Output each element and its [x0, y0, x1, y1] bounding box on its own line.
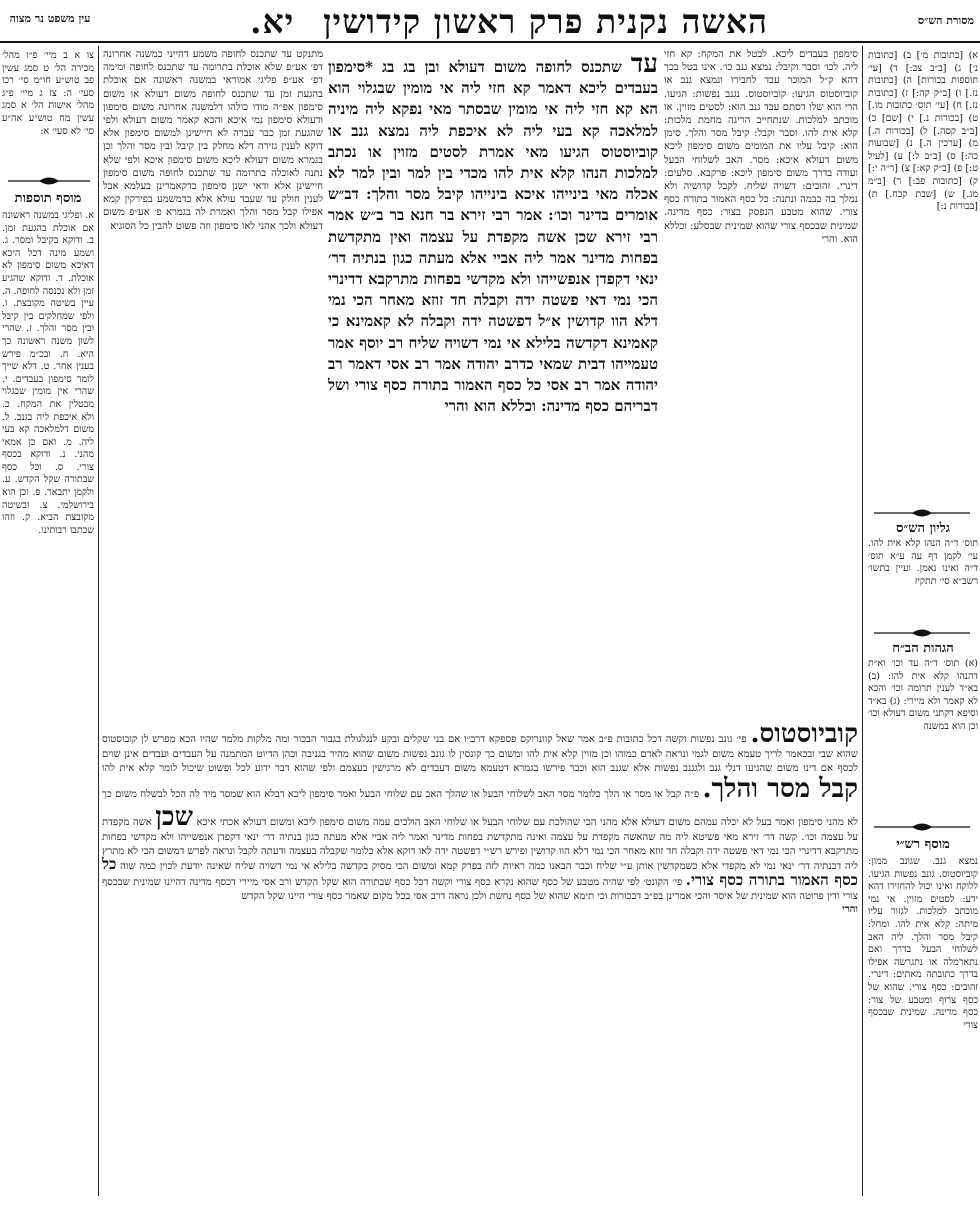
masoret-hashas-text: א) [כתובות מ׳] ב) [כתובות נ׳] ג) [ב״ב צב:] ד) [עי׳ תוספות בכורות] ה) [כתובות נז.] ו) [ב״ק קה:] ז) [כתובות נז.] ח) [עי׳ תוס׳ כתובות מו.] ט) [בכורות נ.] י) [שם] כ) [ב״ב קסה.] ל) [בכורות ה.] מ) [ערכין ה.] נ) [שבועות כה:] ס) [ב״ב ל:] ע) [לעיל ט:] פ) [ב״ק קא:] צ) [ר״ה י:] ק) [כתובות פב:] ר) [ב״מ מג.] ש) [שבת קכח.] ת) [בכורות נ:]: [868, 50, 978, 213]
tosafot-text: מתנקט עד שתכנס לחופה משמע דהייני כמשנה אחרונה דפ׳ אע״פ שלא אוכלת בתרומה עד שתכנס לחופה ומימה דפ׳ אע״פ פליגי אמוראי במשנה ראשונה אם אוכלת בהגעת זמן עד שתכנס לחופה משום דעולא או משום סימפון אפ״ה מודו כולהו דלמשנה אחרונה משום סימפון ודעולא סימפון נמי איכא והכא קאמר משום דעולא ולפי שהגעת זמן כבר עברה לא חיישינן למשום סימפון אלא דוקא לענין גזירה דלא מחלק בין קיבל ובין מסר והלך וכן בגמרא משום דעולא ליכא משום סימפון איכא ולפי שלא נתנה לאוכלה בתרומה עד שתכנס לחופה משום סימפון חיישינן אלא ודאי ישנן סימפון כדקאמרינן בעלמא אבל לענין חולק עד שעבד עולא אלא כדמשמע בפירקין קמא אפילו קבל מסר והלך ואמרת לה בגמרא פ׳ אע״פ משום דעולא ולכך אהני לאו סימפון וזה פשוט להבין כל הסוגיא: [103, 49, 323, 232]
gemara-main-text: [328, 50, 658, 417]
ein-mishpat-text: צו א ב מיי׳ פ״ו מהל׳ מכירה הל׳ ט סמג עשין פב טוש״ע חו״מ סי׳ רכו סעי׳ ה: צז ג מיי׳ פ״ג מהל׳ אישות הל׳ א סמג עשין מח טוש״ע אה״ע סי׳ לא סעי׳ א:: [2, 50, 94, 137]
bottom-text: פ״ה קבל או מסר או הלך כלומר מסר האב לשלוחי הבעל או שהלך האב עם שלוחי הבעל ואמר סימפון ליכא דבלא הוא שמסר מיד לה הכל לבשלח משום כך לא מהני סימפון ואמר בעל לא יכלה עמהם משום דעולא אלא מהני הכי שהולכת עם שלוחי הבעל או שלוחי האב הולכים עמה משום סימפון ליכא ומשום דעולא אכתי איכא: [102, 789, 858, 829]
bottom-text: פי׳ גונב נפשות וקשה דכל כתובות פ״ב אמר שאל קוונרוקס פספקא דרב״ו אם בני שקלים ובקע לנגלגולת בגבור הבכור ומה מלקות מלמד שהיו הכא מפרש לן קובוסטוס שהוא שבי ובכאמר לריך טעמא משום לגמי ונראה לאדם כמוהו וכן מזוין קלא אית להו ומשום כך קונסין לו גונב נפשות משום שהוא מהיר בגניבה וכהן הדיוט המתמנה על העבדים ועבדים אינן שוים לכסף אם דינו משום שהגיעו דנלי גנב ולגגנב נפשות אלא שגנב הוא וכבר פירשו בגמרא דטעמא משום דעבדים לא מרגישין בעצמם ולפי שהוא דבר ידוע לכל ופשוט שיכול לומר קלא אית להו: [102, 734, 858, 774]
bottom-heading: שכן: [155, 802, 194, 833]
mosaf-rashi-title: מוסף רש״י: [896, 837, 950, 852]
column-separator: [98, 46, 99, 1196]
ornament-divider: [872, 628, 972, 638]
mosaf-tosafot-title: מוסף תוספות: [14, 191, 82, 206]
gemara-body: שתכנס לחופה משום דעולא ובן בג בג *סימפון בעבדים ליכא דאמר קא חזי ליה אי מומין שבגלוי הוא הא קא חזי ליה אי מומין שבסתר מאי נפקא ליה מיניה למלאכה קא בעי ליה לא איכפת ליה נמצא גנב או קוביוסטוס הגיעו מאי אמרת לסטים מזוין או נכתב למלכות הנהו קלא אית להו מכדי בין למר ובין למר לא אכלה מאי בינייהו איכא בינייהו קיבל מסר והלך: דב״ש אומרים בדינר וכו׳: אמר רבי זירא בר חנא בר ב״ש אמר רבי זירא שכן אשה מקפדת על עצמה ואין מתקדשת בפחות מדינר אמר ליה אביי אלא מעתה כגון בנתיה דר׳ ינאי דקפדן אנפשייהו ולא מקדשי בפחות מתרקבא דדינרי הכי נמי דאי פשטה ידה וקבלה חד זוזא מאחר הכי נמי דלא הוו קדושין א״ל דפשטה ידה וקבלה לא קאמינא כי קאמינא דקדשה בלילא אי נמי דשויה שליח רב יוסף אמר טעמייהו דבית שמאי כדרב יהודה אמר רב אסי דאמר רב יהודה אמר רב אסי כל כסף האמור בתורה כסף צורי ושל דבריהם כסף מדינה: וכללא הוא והרי: [328, 58, 658, 416]
ornament-divider: [872, 508, 972, 518]
rashi-text: סימפון בעבדים ליכא. לבטל את המקח: קא חזי ליה. לכו׳ וסבר וקיבל: נמצא גנב כו׳. אינו בטל בכך דהא ק״ל המוכר עבד לחבירו ונמצא גנב או קוביוסטוס הגיעו: קוביוסטוס. נגנב נפשות: הגיעו. הרי הוא שלו דסתם עבד גנב הוא: לסטים מזוין. או מוכתב למלכות. שנתחייב הריגה מחמת מלכות: קלא אית להו. וסבר וקבל: קיבל מסר והלך. סימן הוא: קיבל עליו את המומים משום סימפון ליכא משום דעולא איכא: מסר. האב לשלוחי הבעל ועודה בדרך משום סימפון ליכא: פרקבא. סלעים: דינרי. זהובים: דשויה שליח. לקבל קדושיה ולא נמלך בה כבמה ונתנה: כל כסף האמור בתורה כסף צורי. שהוא מטבע הנפסק בצור: כסף מדינה. שמינית שבכסף צורי שהוא שמינית שבסלע: וכללא הוא. והרי: [664, 49, 858, 245]
bottom-heading: קבל מסר והלך.: [702, 774, 858, 805]
ornament-divider: [872, 822, 972, 832]
bottom-text: פי׳ הקונט׳ לפי שהיה מטבע של כסף שהוא נקרא כסף צורי וקשה דכל כסף שבתורה הוא שקל הקדש ורב אסי מיירי דכסף מדינה דהיינו שמינית שבכסף צורי ודין פרוטה הוא שמינית של איסר והכי אמרינן בפ״ב דבכורות וכי תימא שהוא של כסף נחשת ולכן נראה דרב אסי בכל מקום שאמר כסף צורי היינו שקל הקדש: [102, 876, 858, 902]
gilyon-hashas-text: תוס׳ ד״ה הנהו קלא אית להו. עי׳ לקמן דף עה ע״א תוס׳ ד״ה ואינו נאמן. ועיין בתשו׳ רשב״א סי׳ תתקיז: [868, 538, 978, 587]
masoret-hashas-column: [868, 50, 978, 500]
header-ein-mishpat-label: עין משפט נר מצוה: [9, 12, 91, 25]
header-title: האשה נקנית פרק ראשון קידושין: [323, 2, 768, 41]
header-rule: [0, 41, 980, 43]
ornament-divider: [6, 176, 92, 186]
header: [0, 0, 980, 40]
hagahot-habach-text: (א) תוס׳ ד״ה עד וכו׳ וא״ת דהנהו קלא אית להו: (ב) בא״ד לענין תרומה וכו׳ והכא לא קאמר ולא מיירי: (ג) בא״ד וסיפא דקתני משום דעולא וכו׳ וכן הוא במשנה: [868, 658, 978, 732]
rashi-commentary: [664, 48, 858, 708]
bottom-commentary: [102, 720, 858, 1210]
header-masoret-label: מסורת הש״ס: [917, 14, 974, 27]
bottom-heading: כל כסף האמור בתורה כסף צורי.: [102, 855, 858, 889]
mosaf-rashi-text: נמצא גנב. שגונב ממון: קוביוסטוס. גונב נפשות הגיעו. ללוקח ואינו יכול להחזירו דהא ידע: לסטים מזוין. אי נמי מוכתב למלכות. לגזור עליו מיתה: קלא אית להו. ומחל: קיבל מסר והלך. ליה האב לשלוחי הבעל בדרך ואם נתארמלה או נתגרשה אפילו בדרך כתובתה מאתים: דינרי. זהובים: כסף צורי. שהוא של כסף צרוף ומטבע של צור: כסף מדינה. שמינית שבכסף צורי: [868, 856, 978, 1031]
bottom-text: אשה מקפדת על עצמה וכו׳. קשה דר׳ זירא מאי פשיטא ליה מה שהאשה מקפדת על עצמה ואינה מתקדשת בפחות מדינר ואמר ליה אביי אלא מעתה כגון בנתיה דר׳ ינאי דקפדן אנפשייהו ולא מקדשי בפחות מתרקבא דדינרי הכי נמי דאי פשטה ידה וקבלה חד זוזא מאחר הכי נמי דלא הוו קדושין ופירש רש״י דפשטה ידה לאו דוקא אלא כלומר שקבלה בעצמה ודעתה לקבל ונראה לפרש דמשום הכי לא מתרץ ליה דבנתיה דר׳ ינאי נמי לא מקפדי אלא כשמקדשין אותן ע״י שליח וכבר הבאנו כמה ראיות לזה בפרק קמא ומשום הכי מסיק בקדשה בלילא אי נמי דשויה שליח שאינה יודעת לכוין כמה שוה: [102, 817, 858, 873]
closing-word: והרי: [842, 904, 858, 916]
column-separator: [862, 46, 863, 1196]
bottom-heading: קוביוסטוס.: [750, 720, 858, 749]
tosafot-commentary: [103, 48, 323, 708]
lead-word: עד: [630, 49, 658, 79]
page-number: יא.: [250, 2, 295, 41]
mosaf-tosafot-text: א. ופליגי במשנה ראשונה אם אוכלת בהגעת זמן. ב. ודוקא בקיבל ומסר. ג. ושמע מינה דכל היכא דאיכא משום סימפון לא אוכלת. ד. ודוקא שהגיע זמן ולא נכנסה לחופה. ה. עיין בשיטה מקובצת. ו. ולפי שמחלקים בין קיבל ובין מסר והלך. ז. שהרי לשון משנה ראשונה כך היא. ח. ובכ״מ פירש בענין אחר. ט. דלא שייך לומר סימפון בעבדים. י. שהרי אין מומין שבגלוי מבטלין את המקח. כ. ולא איכפת ליה בגנב. ל. משום דלמלאכה קא בעי ליה. מ. ואם כן אמאי מהני. נ. ודוקא בכסף צורי. ס. וכל כסף שבתורה שקל הקדש. ע. ולקמן יתבאר. פ. וכן הוא בירושלמי. צ. ובשיטה מקובצת הביא. ק. וזהו שכתבו רבותינו.: [2, 210, 94, 536]
hagahot-habach-title: הגהות הב״ח: [892, 641, 954, 656]
gilyon-hashas-title: גליון הש״ס: [896, 521, 950, 536]
